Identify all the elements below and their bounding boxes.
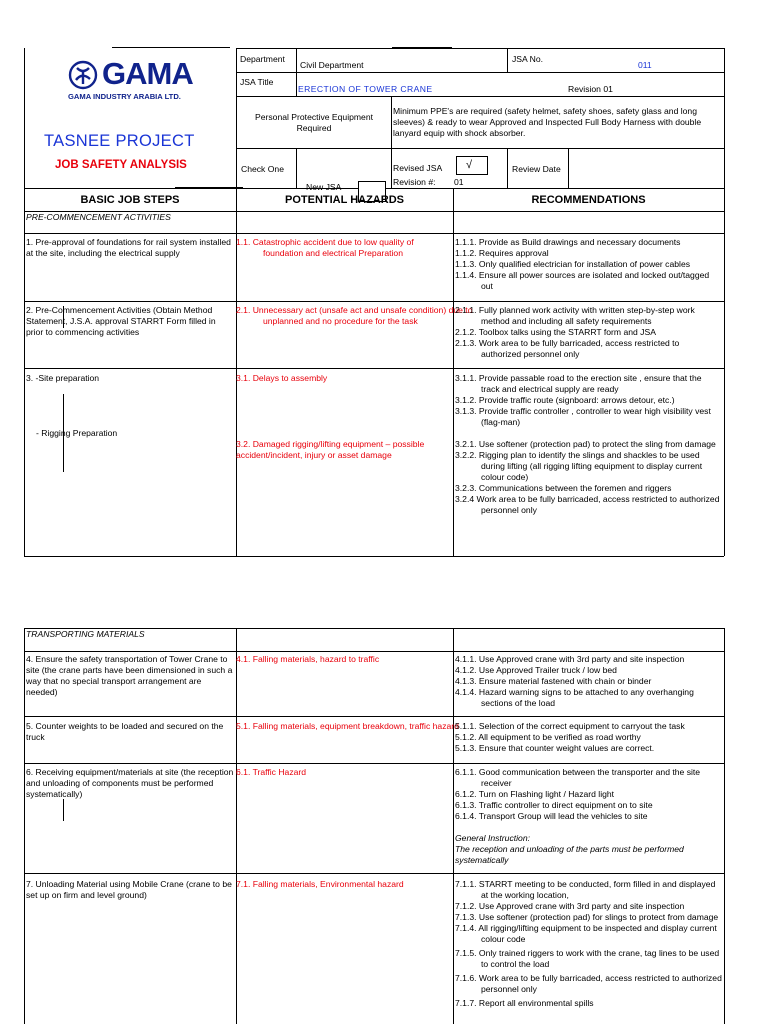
rec-7-1-5: 7.1.5. Only trained riggers to work with the crane, tag lines to be used to control the load xyxy=(455,948,720,969)
jsa-no-value: 011 xyxy=(638,60,652,70)
row2-mark xyxy=(63,306,64,328)
rec-5-1-1: 5.1.1. Selection of the correct equipment to carryout the task xyxy=(455,721,685,731)
rec-7-1-4: 7.1.4. All rigging/lifting equipment to be inspected and display current colour code xyxy=(455,923,717,944)
rec-4-1-1: 4.1.1. Use Approved crane with 3rd party and site inspection xyxy=(455,654,685,664)
rec-7-1-2: 7.1.2. Use Approved crane with 3rd party and site inspection xyxy=(455,901,685,911)
jsa-no-label: JSA No. xyxy=(512,54,544,64)
row3-mark xyxy=(63,394,64,472)
rec-3-2-2: 3.2.2. Rigging plan to identify the slings and shackles to be used during lifting (all rigging lifting equipment to display current colour code) xyxy=(455,450,703,482)
row1-hazard: 1.1. Catastrophic accident due to low quality of foundation and electrical Preparation xyxy=(236,237,414,258)
department-value: Civil Department xyxy=(300,60,364,70)
rec-6-1-2: 6.1.2. Turn on Flashing light / Hazard light xyxy=(455,789,615,799)
rec-2-1-3: 2.1.3. Work area to be fully barricaded, access restricted to authorized personnel only xyxy=(455,338,680,359)
section-title-transporting: TRANSPORTING MATERIALS xyxy=(26,629,145,639)
rec-5-1-2: 5.1.2. All equipment to be verified as road worthy xyxy=(455,732,641,742)
row3-hazard-b: 3.2. Damaged rigging/lifting equipment – possible accident/incident, injury or asset damage xyxy=(236,439,425,460)
revision-no-label: Revision #: xyxy=(393,177,436,187)
row3-recommendations-b xyxy=(455,439,720,516)
rec-1-1-2: 1.1.2. Requires approval xyxy=(455,248,549,258)
company-name: GAMA INDUSTRY ARABIA LTD. xyxy=(68,92,181,101)
column-header-steps: BASIC JOB STEPS xyxy=(80,194,180,206)
rec-6-1-3: 6.1.3. Traffic controller to direct equipment on to site xyxy=(455,800,653,810)
rec-3-1-3: 3.1.3. Provide traffic controller , controller to wear high visibility vest (flag-man) xyxy=(455,406,711,427)
row5-recommendations xyxy=(455,721,722,754)
department-label: Department xyxy=(240,54,285,64)
revised-jsa-label: Revised JSA xyxy=(393,163,443,173)
section-title-pre-commencement: PRE-COMMENCEMENT ACTIVITIES xyxy=(26,212,171,222)
row3-recommendations-a xyxy=(455,373,720,428)
row7-hazard: 7.1. Falling materials, Environmental hazard xyxy=(236,879,404,889)
rec-3-2-4: 3.2.4 Work area to be fully barricaded, access restricted to authorized personnel only xyxy=(455,494,720,515)
rec-7-1-1: 7.1.1. STARRT meeting to be conducted, form filled in and displayed at the working location, xyxy=(455,879,716,900)
row4-step: 4. Ensure the safety transportation of Tower Crane to site (the crane parts have been dimensioned in such a way that no special transport arrangement are needed) xyxy=(26,654,233,697)
rec-4-1-2: 4.1.2. Use Approved Trailer truck / low bed xyxy=(455,665,617,675)
rec-1-1-1: 1.1.1. Provide as Build drawings and necessary documents xyxy=(455,237,681,247)
new-jsa-label: New JSA xyxy=(306,182,342,192)
check-one-label: Check One xyxy=(241,164,284,174)
rec-3-1-1: 3.1.1. Provide passable road to the erection site , ensure that the track and electrical supply are ready xyxy=(455,373,702,394)
company-logo xyxy=(68,56,193,102)
row2-hazard: 2.1. Unnecessary act (unsafe act and unsafe condition) due to unplanned and no procedure for the task xyxy=(236,305,473,326)
project-title: TASNEE PROJECT xyxy=(44,132,195,150)
rec-6-1-1: 6.1.1. Good communication between the transporter and the site receiver xyxy=(455,767,701,788)
row6-mark xyxy=(63,799,64,821)
row2-step: 2. Pre-Commencement Activities (Obtain Method Statement, J.S.A. approval STARRT Form filled in prior to commencing activities xyxy=(26,305,216,337)
rec-2-1-2: 2.1.2. Toolbox talks using the STARRT form and JSA xyxy=(455,327,656,337)
revised-check-mark: √ xyxy=(466,159,473,171)
rec-2-1-1: 2.1.1. Fully planned work activity with written step-by-step work method and including all safety requirements xyxy=(455,305,695,326)
rec-7-1-7: 7.1.7. Report all environmental spills xyxy=(455,998,594,1008)
gama-emblem-icon xyxy=(68,60,98,90)
ppe-value: Minimum PPE's are required (safety helmet, safety shoes, safety glass and long sleeves) & ready to wear Approved and Inspected Full Body Harness with double lanyard equip with shock absorber. xyxy=(393,106,702,138)
document-type: JOB SAFETY ANALYSIS xyxy=(55,159,187,171)
general-instruction xyxy=(455,833,720,866)
jsa-title-label: JSA Title xyxy=(240,77,274,87)
row1-recommendations xyxy=(455,237,720,292)
row5-hazard: 5.1. Falling materials, equipment breakdown, traffic hazard xyxy=(236,721,459,731)
row3-step-sub: - Rigging Preparation xyxy=(36,428,118,438)
general-instruction-text: The reception and unloading of the parts must be performed systematically xyxy=(455,844,684,865)
column-header-hazards: POTENTIAL HAZARDS xyxy=(285,194,404,206)
row3-step: 3. -Site preparation xyxy=(26,373,100,383)
rec-6-1-4: 6.1.4. Transport Group will lead the vehicles to site xyxy=(455,811,648,821)
rec-7-1-6: 7.1.6. Work area to be fully barricaded, access restricted to authorized personnel only xyxy=(455,973,722,994)
row7-recommendations xyxy=(455,879,722,1009)
rec-4-1-4: 4.1.4. Hazard warning signs to be attached to any overhanging sections of the load xyxy=(455,687,694,708)
row4-recommendations xyxy=(455,654,722,709)
revised-jsa-checkbox[interactable] xyxy=(456,156,488,175)
ppe-label: Personal Protective Equipment Required xyxy=(255,112,373,133)
jsa-title-value: ERECTION OF TOWER CRANE xyxy=(298,84,433,94)
row5-step: 5. Counter weights to be loaded and secured on the truck xyxy=(26,721,224,742)
review-date-label: Review Date xyxy=(512,164,561,174)
row2-recommendations xyxy=(455,305,720,360)
rec-7-1-3: 7.1.3. Use softener (protection pad) for slings to protect from damage xyxy=(455,912,719,922)
revision-no-value: 01 xyxy=(454,177,464,187)
row6-recommendations xyxy=(455,767,722,822)
rec-5-1-3: 5.1.3. Ensure that counter weight values are correct. xyxy=(455,743,655,753)
row7-step: 7. Unloading Material using Mobile Crane (crane to be set up on firm and level ground) xyxy=(26,879,232,900)
row1-step: 1. Pre-approval of foundations for rail system installed at the site, including the electrical supply xyxy=(26,237,231,258)
rec-3-2-1: 3.2.1. Use softener (protection pad) to protect the sling from damage xyxy=(455,439,716,449)
rec-1-1-3: 1.1.3. Only qualified electrician for installation of power cables xyxy=(455,259,691,269)
rec-3-2-3: 3.2.3. Communications between the foremen and riggers xyxy=(455,483,672,493)
rec-3-1-2: 3.1.2. Provide traffic route (signboard: arrows detour, etc.) xyxy=(455,395,675,405)
row4-hazard: 4.1. Falling materials, hazard to traffic xyxy=(236,654,380,664)
row6-step: 6. Receiving equipment/materials at site (the reception and unloading of components must be performed systematically) xyxy=(26,767,234,799)
row3-hazard-a: 3.1. Delays to assembly xyxy=(236,373,328,383)
general-instruction-title: General Instruction: xyxy=(455,833,530,843)
revision-label: Revision 01 xyxy=(568,84,613,94)
rec-1-1-4: 1.1.4. Ensure all power sources are isolated and locked out/tagged out xyxy=(455,270,710,291)
row6-hazard: 6.1. Traffic Hazard xyxy=(236,767,307,777)
rec-4-1-3: 4.1.3. Ensure material fastened with chain or binder xyxy=(455,676,652,686)
logo-text: GAMA xyxy=(102,56,193,91)
column-header-recommendations: RECOMMENDATIONS xyxy=(531,194,646,206)
